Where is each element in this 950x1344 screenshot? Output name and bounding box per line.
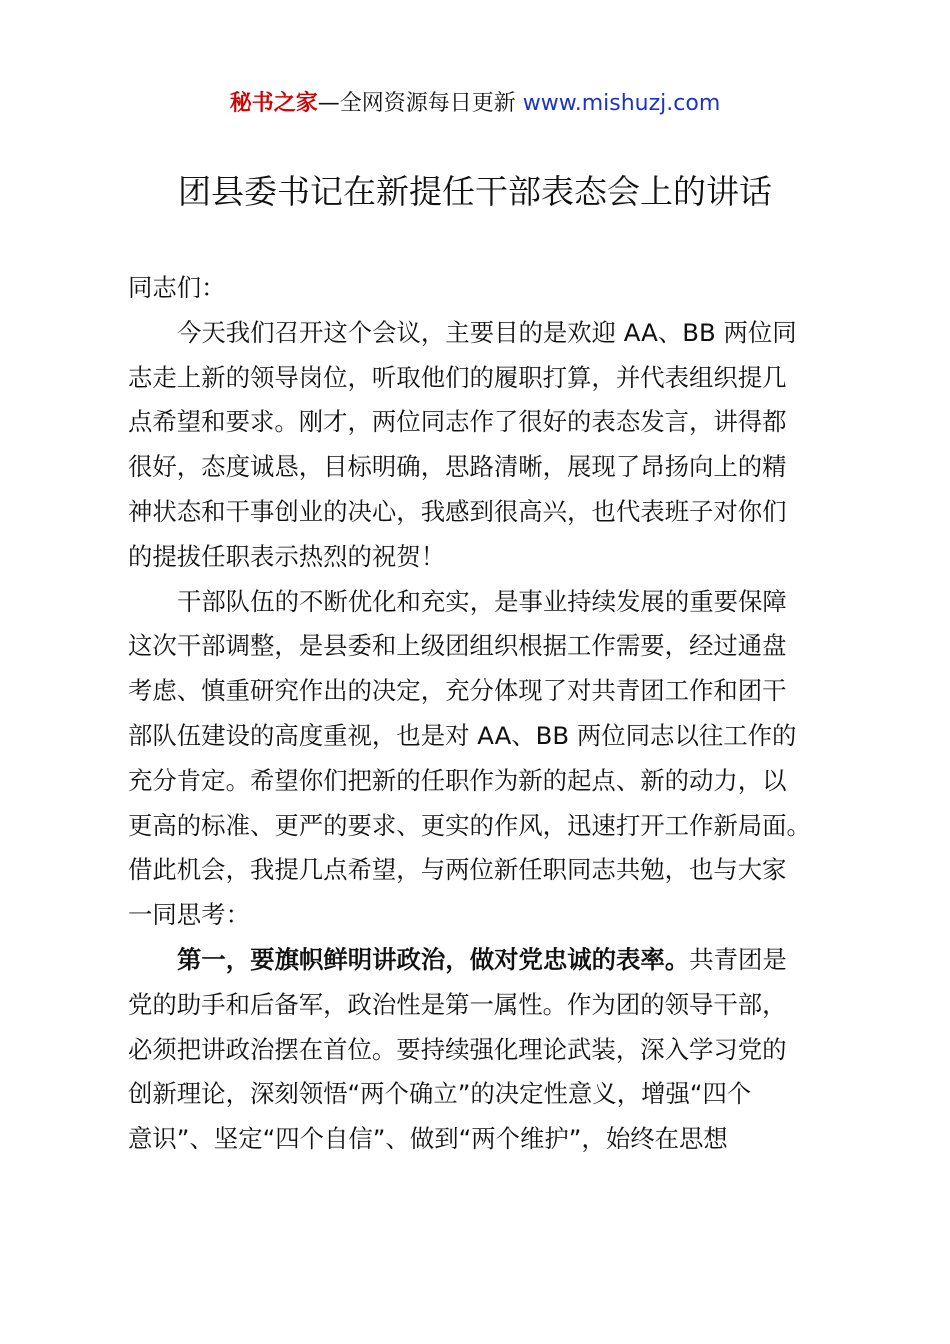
paragraph-1-line: 神状态和干事创业的决心，我感到很高兴，也代表班子对你们 [128,496,787,526]
paragraph-3-line: 意识”、坚定“四个自信”、做到“两个维护”，始终在思想 [128,1124,728,1154]
paragraph-2-line: 这次干部调整，是县委和上级团组织根据工作需要，经过通盘 [128,631,787,661]
paragraph-1-line: 点希望和要求。刚才，两位同志作了很好的表态发言，讲得都 [128,407,787,437]
paragraph-3-line: 党的助手和后备军，政治性是第一属性。作为团的领导干部， [128,989,787,1019]
header-tagline: —全网资源每日更新 [317,91,516,116]
paragraph-2-line: 充分肯定。希望你们把新的任职作为新的起点、新的动力，以 [128,765,787,795]
paragraph-2-line: 考虑、慎重研究作出的决定，充分体现了对共青团工作和团干 [128,676,787,706]
paragraph-1-line: 志走上新的领导岗位，听取他们的履职打算，并代表组织提几 [128,362,787,392]
point-one-text: 共青团是 [689,944,787,974]
paragraph-1-line: 很好，态度诚恳，目标明确，思路清晰，展现了昂扬向上的精 [128,452,787,482]
paragraph-3-line: 创新理论，深刻领悟“两个确立”的决定性意义，增强“四个 [128,1079,752,1109]
document-title: 团县委书记在新提任干部表态会上的讲话 [178,172,772,211]
paragraph-2-line: 一同思考： [128,900,250,930]
salutation-line: 同志们： [128,273,226,302]
point-one-heading: 第一，要旗帜鲜明讲政治，做对党忠诚的表率。 [177,944,690,974]
paragraph-1-line: 的提拔任职表示热烈的祝贺！ [128,541,446,571]
paragraph-3-first-line [128,938,848,983]
site-url-link[interactable]: www.mishuzj.com [522,91,721,116]
speech-body [128,266,848,1162]
paragraph-2-line: 更高的标准、更严的要求、更实的作风，迅速打开工作新局面。 [128,810,811,840]
paragraph-1-line: 今天我们召开这个会议，主要目的是欢迎 AA、BB 两位同 [177,317,797,347]
paragraph-2-line: 干部队伍的不断优化和充实，是事业持续发展的重要保障 [177,586,787,616]
brand-name: 秘书之家 [229,91,318,116]
paragraph-3-line: 必须把讲政治摆在首位。要持续强化理论武装，深入学习党的 [128,1034,787,1064]
paragraph-2-line: 部队伍建设的高度重视，也是对 AA、BB 两位同志以往工作的 [128,720,797,750]
site-header [0,88,950,120]
paragraph-2-line: 借此机会，我提几点希望，与两位新任职同志共勉，也与大家 [128,855,787,885]
